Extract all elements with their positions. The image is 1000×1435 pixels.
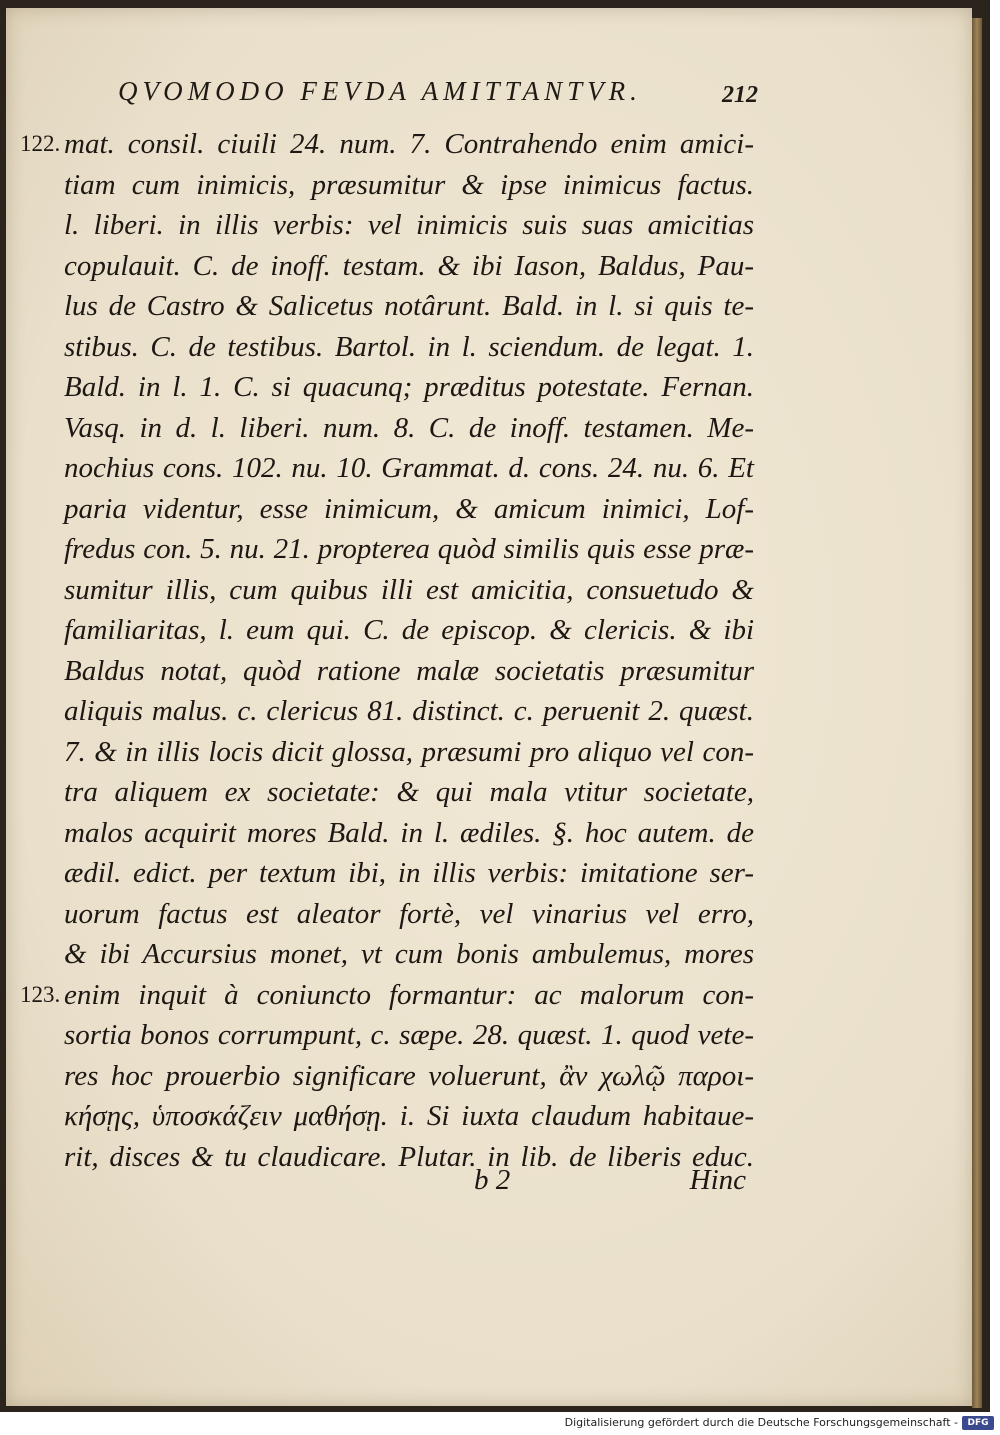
text-line [64,610,754,651]
line-text: l. liberi. in illis verbis: vel inimicis suis suas amicitias [64,209,754,241]
text-line [64,894,754,935]
folio-number: 212 [722,82,758,108]
text-line [64,286,754,327]
text-line [64,570,754,611]
line-text: enim inquit à coniuncto formantur: ac malorum con- [64,978,754,1011]
text-line [20,124,754,165]
text-line [64,246,754,287]
text-line [64,529,754,570]
line-text: res hoc prouerbio significare voluerunt, ἂν χωλῷ παροι- [64,1059,754,1092]
text-line [64,205,754,246]
text-line [64,853,754,894]
funding-credit: Digitalisierung gefördert durch die Deutsche Forschungsgemeinschaft - [564,1416,958,1429]
margin-number: 122. [20,131,61,156]
text-line [64,732,754,773]
page-edge [972,18,982,1408]
text-line [64,1056,754,1097]
text-line [64,934,754,975]
dfg-logo: DFG [962,1416,994,1430]
text-line [64,327,754,368]
catch-line [64,1164,754,1204]
line-text: nochius cons. 102. nu. 10. Grammat. d. cons. 24. nu. 6. Et [64,452,754,484]
line-text: mat. consil. ciuili 24. num. 7. Contrahendo enim amici- [64,128,754,160]
line-text: ædil. edict. per textum ibi, in illis verbis: imitatione ser- [64,857,754,889]
digitization-footer [0,1412,1000,1435]
text-line [64,1015,754,1056]
line-text: & ibi Accursius monet, vt cum bonis ambulemus, mores [64,938,754,970]
text-line [64,448,754,489]
line-text: uorum factus est aleator fortè, vel vinarius vel erro, [64,897,754,930]
line-text: tra aliquem ex societate: & qui mala vtitur societate, [64,776,754,808]
line-text: fredus con. 5. nu. 21. propterea quòd similis quis esse præ- [64,533,754,565]
line-text: Bald. in l. 1. C. si quacunq; præditus potestate. Fernan. [64,371,754,403]
line-text: tiam cum inimicis, præsumitur & ipse inimicus factus. [64,168,754,201]
text-line [20,975,754,1016]
body-text [20,124,754,1177]
catchword: Hinc [689,1164,746,1196]
text-line [64,367,754,408]
text-line [64,165,754,206]
line-text: familiaritas, l. eum qui. C. de episcop. & clericis. & ibi [64,614,754,646]
line-text: Vasq. in d. l. liberi. num. 8. C. de inoff. testamen. Me- [64,411,754,444]
line-text: Baldus notat, quòd ratione malæ societatis præsumitur [64,654,754,687]
text-line [64,651,754,692]
line-text: sumitur illis, cum quibus illi est amicitia, consuetudo & [64,573,754,606]
line-text: malos acquirit mores Bald. in l. ædiles. §. hoc autem. de [64,816,754,849]
text-line [64,1096,754,1137]
text-line [64,489,754,530]
line-text: κήσῃς, ὑποσκάζειν μαθήσῃ. i. Si iuxta claudum habitaue- [64,1100,754,1132]
line-text: rit, disces & tu claudicare. Plutar. in lib. de liberis educ. [64,1140,754,1173]
text-line [64,813,754,854]
text-line [64,408,754,449]
line-text: stibus. C. de testibus. Bartol. in l. sciendum. de legat. 1. [64,330,754,363]
signature-mark: b 2 [474,1164,511,1196]
page-header [118,76,758,116]
line-text: aliquis malus. c. clericus 81. distinct. c. peruenit 2. quæst. [64,695,754,727]
line-text: 7. & in illis locis dicit glossa, præsumi pro aliquo vel con- [64,735,754,768]
text-line [64,691,754,732]
running-head: QVOMODO FEVDA AMITTANTVR. [118,76,642,106]
line-text: copulauit. C. de inoff. testam. & ibi Iason, Baldus, Pau- [64,249,754,282]
line-text: paria videntur, esse inimicum, & amicum inimici, Lof- [64,492,754,525]
line-text: sortia bonos corrumpunt, c. sæpe. 28. quæst. 1. quod vete- [64,1019,754,1051]
line-text: lus de Castro & Salicetus notârunt. Bald. in l. si quis te- [64,290,754,322]
margin-number: 123. [20,981,61,1007]
text-line [64,772,754,813]
